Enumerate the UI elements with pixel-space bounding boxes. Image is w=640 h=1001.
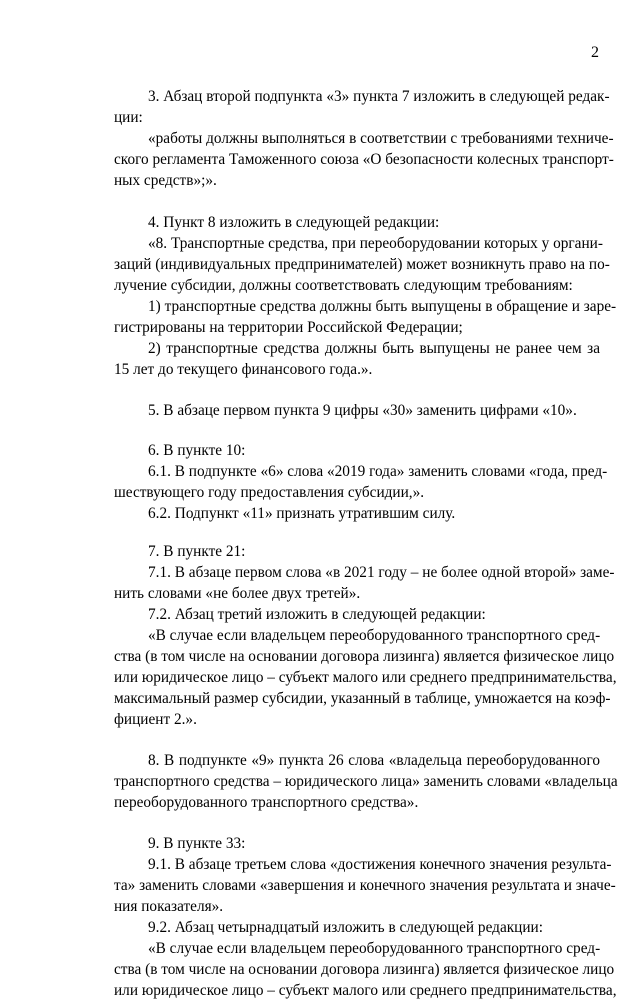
text-line: «В случае если владельцем переоборудованного транспортного сред-: [148, 627, 601, 644]
text-line: 3. Абзац второй подпункта «3» пункта 7 изложить в следующей редак-: [148, 88, 610, 105]
text-line: ния показателя».: [114, 898, 224, 915]
page-number: 2: [591, 44, 599, 61]
text-line: 6.2. Подпункт «11» признать утратившим силу.: [148, 505, 456, 522]
text-line: 5. В абзаце первом пункта 9 цифры «30» заменить цифрами «10».: [148, 402, 577, 419]
section-4: [114, 212, 617, 380]
text-line: переоборудованного транспортного средства».: [114, 794, 419, 811]
text-line: «В случае если владельцем переоборудованного транспортного сред-: [148, 940, 601, 957]
text-line: лучение субсидии, должны соответствовать следующим требованиям:: [114, 277, 573, 294]
text-line: 8. В подпункте «9» пункта 26 слова «владельца переоборудованного: [148, 752, 600, 769]
section-9: [114, 833, 617, 1001]
text-line: заций (индивидуальных предпринимателей) может возникнуть право на по-: [114, 256, 610, 273]
text-line: «работы должны выполняться в соответствии с требованиями техниче-: [148, 130, 614, 147]
text-line: ции:: [114, 109, 143, 126]
section-6: [114, 440, 608, 524]
text-line: шествующего году предоставления субсидии,».: [114, 484, 425, 501]
text-line: 2) транспортные средства должны быть выпущены не ранее чем за: [148, 340, 600, 357]
text-line: 1) транспортные средства должны быть выпущены в обращение и заре-: [148, 298, 617, 315]
section-3: [114, 86, 614, 191]
text-line: 9. В пункте 33:: [148, 835, 246, 852]
text-line: нить словами «не более двух третей».: [114, 585, 361, 602]
section-5: [114, 400, 600, 421]
text-line: та» заменить словами «завершения и конечного значения результата и значе-: [114, 877, 616, 894]
text-line: 9.1. В абзаце третьем слова «достижения конечного значения результа-: [148, 856, 612, 873]
text-line: 9.2. Абзац четырнадцатый изложить в следующей редакции:: [148, 919, 543, 936]
text-line: ных средств»;».: [114, 172, 217, 189]
text-line: 6.1. В подпункте «6» слова «2019 года» заменить словами «года, пред-: [148, 463, 608, 480]
document-body: [114, 86, 618, 1001]
text-line: 6. В пункте 10:: [148, 442, 246, 459]
text-line: 7. В пункте 21:: [148, 543, 246, 560]
text-line: 7.1. В абзаце первом слова «в 2021 году – не более одной второй» заме-: [148, 564, 615, 581]
text-line: ского регламента Таможенного союза «О безопасности колесных транспорт-: [114, 151, 614, 168]
text-line: ства (в том числе на основании договора лизинга) является физическое лицо: [114, 648, 615, 665]
text-line: 15 лет до текущего финансового года.».: [114, 361, 373, 378]
text-line: гистрированы на территории Российской Федерации;: [114, 319, 463, 336]
text-line: транспортного средства – юридического лица» заменить словами «владельца: [114, 773, 618, 790]
text-line: максимальный размер субсидии, указанный в таблице, умножается на коэф-: [114, 690, 611, 707]
text-line: 4. Пункт 8 изложить в следующей редакции:: [148, 214, 440, 231]
text-line: «8. Транспортные средства, при переоборудовании которых у органи-: [148, 235, 603, 252]
section-8: [114, 750, 618, 813]
text-line: 7.2. Абзац третий изложить в следующей редакции:: [148, 606, 486, 623]
text-line: или юридическое лицо – субъект малого или среднего предпринимательства,: [114, 982, 617, 999]
text-line: или юридическое лицо – субъект малого или среднего предпринимательства,: [114, 669, 617, 686]
text-line: ства (в том числе на основании договора лизинга) является физическое лицо: [114, 961, 615, 978]
section-7: [114, 541, 617, 730]
text-line: фициент 2.».: [114, 711, 197, 728]
